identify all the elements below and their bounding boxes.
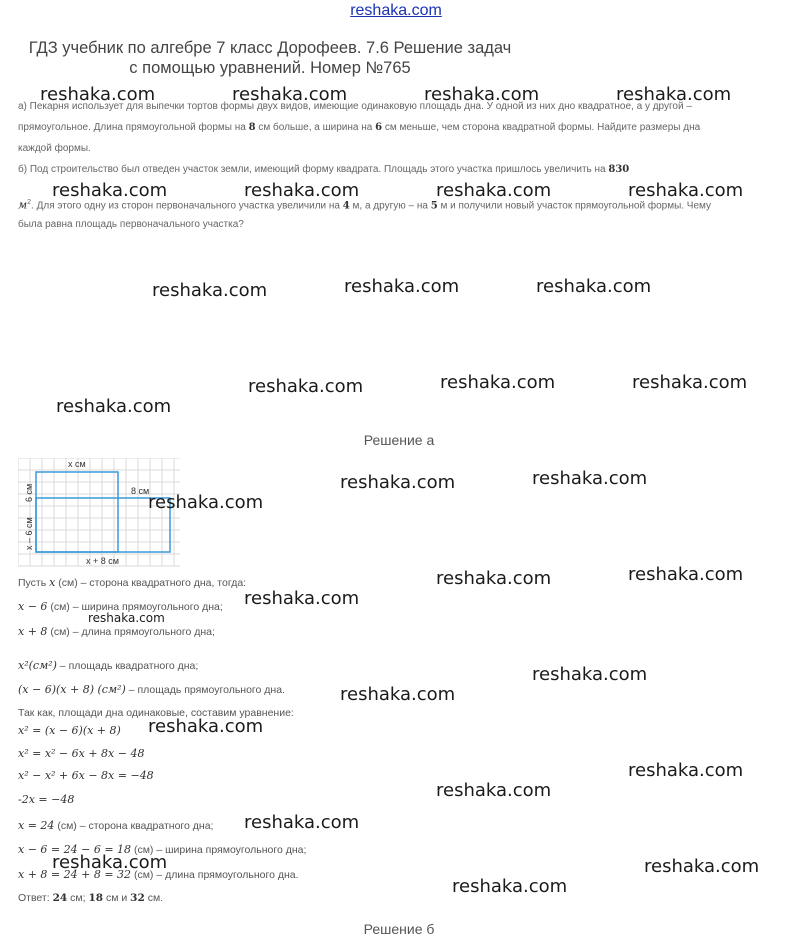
solution-line — [18, 724, 121, 737]
solution-math: x + 8 — [18, 625, 48, 638]
solution-math: x = 24 — [18, 819, 55, 832]
page-title-line2: с помощью уравнений. Номер №765 — [129, 59, 411, 77]
task-a-line1: а) Пекарня использует для выпечки тортов формы двух видов, имеющие одинаковую площадь дна. У одной из них дно квадратное, а у другой – — [18, 101, 692, 112]
diagram-label-left: x – 6 см — [24, 517, 34, 550]
watermark: reshaka.com — [536, 276, 652, 297]
solution-text: Пусть — [18, 577, 50, 589]
solution-math: x² = x² − 6x + 8x − 48 — [18, 747, 145, 760]
watermark: reshaka.com — [436, 568, 552, 589]
watermark: reshaka.com — [248, 376, 364, 397]
task-b-number: 5 — [430, 200, 438, 212]
watermark: reshaka.com — [52, 852, 168, 873]
solution-text: (см) – длина прямоугольного дна; — [47, 626, 215, 638]
watermark: reshaka.com — [436, 780, 552, 801]
watermark: reshaka.com — [436, 180, 552, 201]
watermark: reshaka.com — [244, 588, 360, 609]
task-b-line1 — [18, 163, 768, 176]
watermark: reshaka.com — [244, 180, 360, 201]
watermark: reshaka.com — [340, 472, 456, 493]
watermark: reshaka.com — [644, 856, 760, 877]
answer-value: 24 — [52, 892, 68, 904]
solution-text: – площадь прямоугольного дна. — [125, 684, 285, 696]
watermark: reshaka.com — [616, 84, 732, 105]
square-outline — [36, 472, 118, 552]
watermark: reshaka.com — [152, 280, 268, 301]
watermark: reshaka.com — [148, 716, 264, 737]
answer-value: 32 — [130, 892, 145, 904]
task-a-number: 6 — [375, 122, 383, 133]
solution-line — [18, 769, 154, 782]
watermark: reshaka.com — [148, 492, 264, 513]
watermark: reshaka.com — [232, 84, 348, 105]
watermark: reshaka.com — [344, 276, 460, 297]
answer-prefix: Ответ: — [18, 892, 53, 904]
site-link[interactable]: reshaka.com — [350, 2, 442, 19]
solution-math: x + 8 = 24 + 8 = 32 — [18, 868, 132, 881]
answer-value: 18 — [88, 892, 104, 904]
task-a-number: 8 — [248, 122, 256, 133]
solution-line — [18, 576, 246, 589]
watermark: reshaka.com — [532, 664, 648, 685]
solution-math: x − 6 — [18, 600, 48, 613]
watermark: reshaka.com — [56, 396, 172, 417]
watermark: reshaka.com — [52, 180, 168, 201]
solution-line — [18, 683, 285, 696]
task-b-unit-exp: 2 — [27, 199, 32, 206]
task-b-text: . Для этого одну из сторон первоначального участка увеличили на — [31, 200, 343, 212]
watermark: reshaka.com — [628, 564, 744, 585]
watermark: reshaka.com — [628, 180, 744, 201]
solution-text: Так как, площади дна одинаковые, составим уравнение: — [18, 707, 294, 719]
task-b-line3: была равна площадь первоначального участка? — [18, 219, 244, 230]
task-a-line2 — [18, 121, 768, 134]
task-b-text: м и получили новый участок прямоугольной формы. Чему — [437, 200, 712, 212]
watermark: reshaka.com — [452, 876, 568, 897]
solution-line — [18, 659, 198, 672]
diagram-label-bottom: x + 8 см — [86, 556, 119, 566]
watermark: reshaka.com — [632, 372, 748, 393]
solution-line — [18, 793, 74, 806]
solution-math: (x − 6)(x + 8) (см²) — [18, 683, 126, 696]
solution-text: – площадь квадратного дна; — [56, 660, 199, 672]
watermark: reshaka.com — [532, 468, 648, 489]
answer-text: см и — [103, 892, 131, 904]
task-a-text: см меньше, чем сторона квадратной формы. Найдите размеры дна — [382, 122, 701, 133]
solution-math: x² − x² + 6x − 8x = −48 — [18, 769, 154, 782]
solution-line — [18, 747, 144, 760]
task-b-text: м, а другую – на — [349, 200, 431, 212]
diagram-label-top: x см — [68, 459, 86, 469]
watermark: reshaka.com — [628, 760, 744, 781]
watermark-small: reshaka.com — [88, 611, 165, 625]
solution-line — [18, 625, 215, 638]
answer-text: см. — [144, 892, 164, 904]
solution-text: (см) – ширина прямоугольного дна; — [131, 844, 307, 856]
task-b-text: б) Под строительство был отведен участок земли, имеющий форму квадрата. Площадь этого участка пришлось увеличить на — [18, 164, 609, 175]
diagram-label-left-top: 6 см — [24, 483, 34, 502]
task-b-number: 830 — [608, 164, 630, 175]
page-title — [0, 38, 540, 78]
solution-a-heading: Решение а — [363, 432, 435, 448]
task-a-line3: каждой формы. — [18, 143, 91, 154]
solution-math: -2x = −48 — [18, 793, 75, 806]
solution-line — [18, 819, 213, 832]
solution-math: x — [49, 576, 56, 589]
watermark: reshaka.com — [440, 372, 556, 393]
solution-a-diagram — [18, 458, 184, 570]
watermark: reshaka.com — [340, 684, 456, 705]
page-title-line1: ГДЗ учебник по алгебре 7 класс Дорофеев. 7.6 Решение задач — [28, 39, 512, 57]
watermark: reshaka.com — [40, 84, 156, 105]
diagram-label-right: 8 см — [131, 486, 150, 496]
solution-text: (см) – сторона квадратного дна; — [54, 820, 214, 832]
solution-text: (см) – ширина прямоугольного дна; — [47, 601, 223, 613]
solution-text: (см) – сторона квадратного дна, тогда: — [55, 577, 247, 589]
watermark: reshaka.com — [424, 84, 540, 105]
task-b-number: 4 — [342, 200, 350, 212]
solution-math: x − 6 = 24 − 6 = 18 — [18, 843, 132, 856]
task-a-text: см больше, а ширина на — [255, 122, 376, 133]
solution-answer — [18, 892, 163, 904]
solution-math: x² = (x − 6)(x + 8) — [18, 724, 121, 737]
task-b-unit: м — [18, 198, 28, 212]
answer-text: см; — [67, 892, 89, 904]
solution-math: x²(см²) — [18, 659, 57, 672]
solution-text: (см) – длина прямоугольного дна. — [131, 869, 299, 881]
task-a-text: прямоугольное. Длина прямоугольной формы на — [18, 122, 249, 133]
watermark: reshaka.com — [244, 812, 360, 833]
solution-b-heading: Решение б — [363, 921, 435, 937]
